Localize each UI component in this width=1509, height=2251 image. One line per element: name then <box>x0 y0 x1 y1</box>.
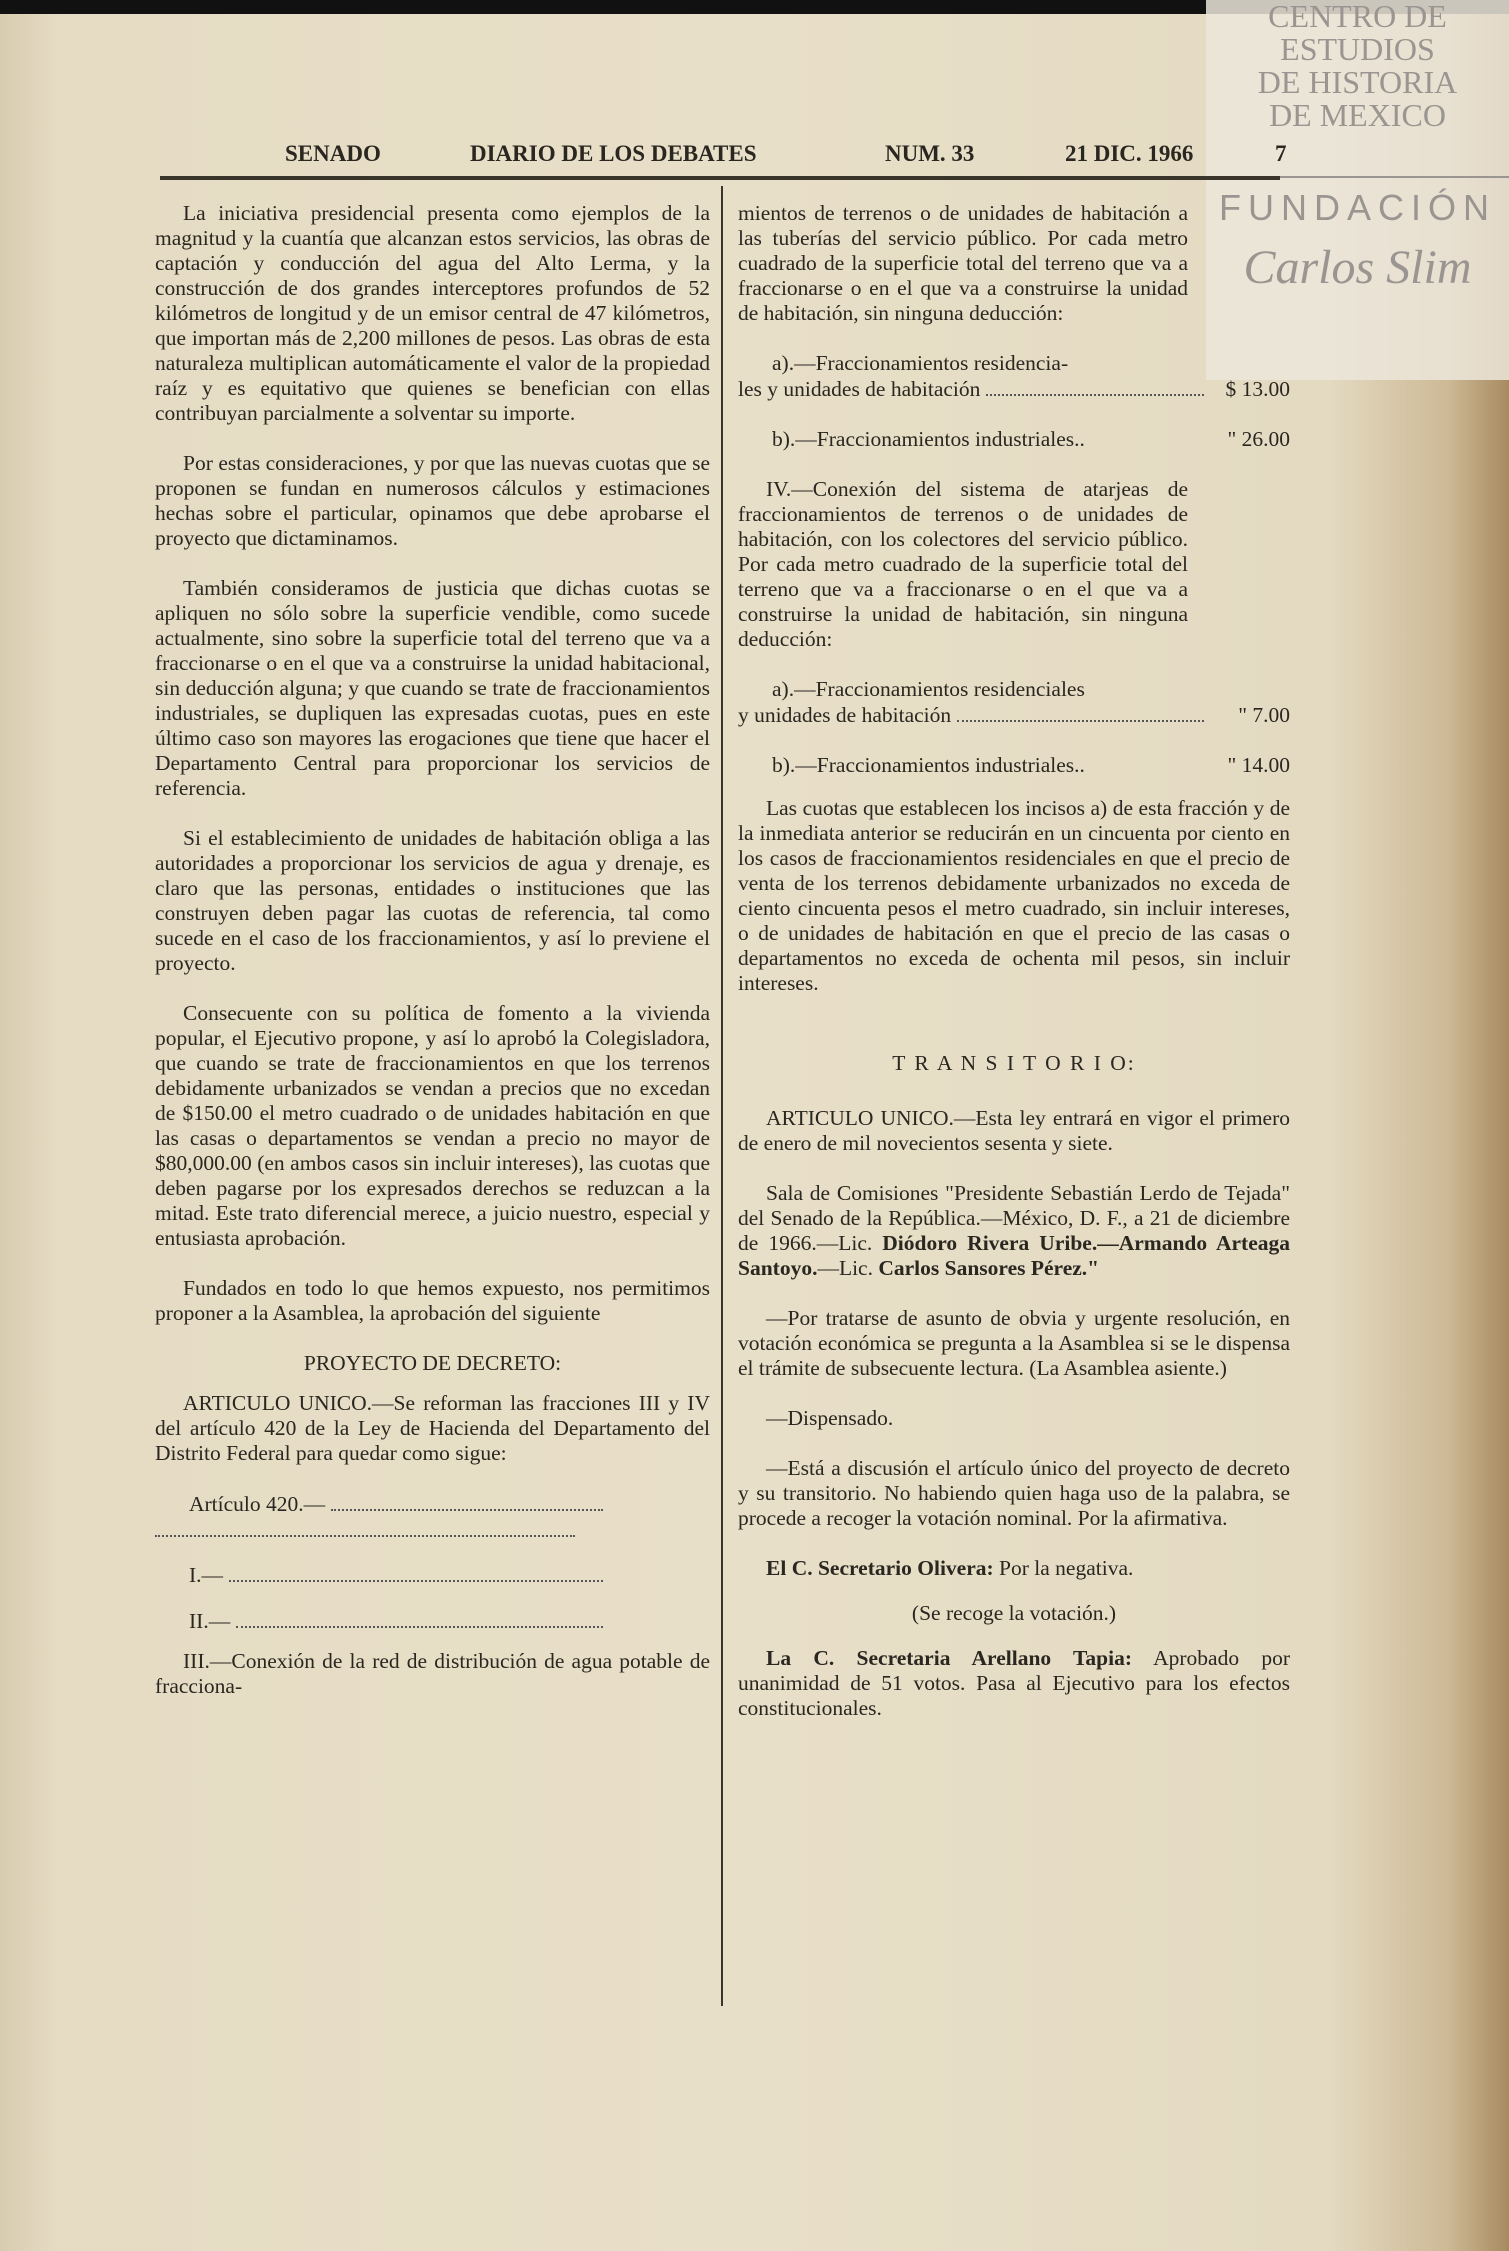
watermark-line: DE MEXICO <box>1269 97 1446 133</box>
signatures-paragraph: Sala de Comisiones "Presidente Sebastián Lerdo de Tejada" del Senado de la República.—México, D. F., a 21 de diciembre de 1966.—Lic. Diódoro Rivera Uribe.—Armando Arteaga Santoyo.—Lic. Carlos Sansores Pérez." <box>738 1181 1290 1280</box>
fee-row-a1: a).—Fraccionamientos residencia- les y unidades de habitación $ 13.00 <box>738 351 1290 401</box>
speaker-paragraph: La C. Secretaria Arellano Tapia: Aprobado por unanimidad de 51 votos. Pasa al Ejecutivo para los efectos constitucionales. <box>738 1646 1291 1720</box>
fee-row-a2: a).—Fraccionamientos residenciales y unidades de habitación " 7.00 <box>738 677 1290 727</box>
fraction-iv: IV.—Conexión del sistema de atarjeas de fraccionamientos de terrenos o de unidades de habitación, con los colectores del servicio público. Por cada metro cuadrado de la superficie total del terreno que va a fraccionarse o en el que va a construirse la unidad de habitación, sin ninguna deducción: <box>738 477 1188 651</box>
article-420-line: Artículo 420.— <box>155 1491 609 1517</box>
fee-row-b2: b).—Fraccionamientos industriales.. " 14.00 <box>772 753 1290 777</box>
left-paragraph: Fundados en todo lo que hemos expuesto, nos permitimos proponer a la Asamblea, la aprobación del siguiente <box>155 1276 710 1325</box>
column-divider <box>721 186 723 2006</box>
fraction-ii: II.— <box>155 1608 609 1634</box>
left-column <box>155 201 710 1699</box>
right-column <box>738 201 1290 1721</box>
running-header <box>285 141 1305 169</box>
header-title: DIARIO DE LOS DEBATES <box>470 141 757 166</box>
watermark-line: DE HISTORIA <box>1257 64 1458 100</box>
right-paragraph: —Dispensado. <box>766 1406 894 1430</box>
fraction-iii: III.—Conexión de la red de distribución de agua potable de fracciona- <box>155 1649 710 1698</box>
fraction-i: I.— <box>155 1562 609 1588</box>
watermark-foundation: FUNDACIÓN <box>1219 187 1496 228</box>
right-paragraph: mientos de terrenos o de unidades de habitación a las tuberías del servicio público. Por cada metro cuadrado de la superficie total del terreno que va a fraccionarse o en el que va a construirse la unidad de habitación, sin ninguna deducción: <box>738 201 1188 325</box>
header-number: NUM. 33 <box>885 141 975 166</box>
speaker-paragraph: El C. Secretario Olivera: Por la negativa. <box>766 1556 1134 1580</box>
dotted-line <box>155 1517 575 1542</box>
right-paragraph: ARTICULO UNICO.—Esta ley entrará en vigor el primero de enero de mil novecientos sesenta y siete. <box>738 1106 1290 1155</box>
watermark-line: CENTRO DE <box>1268 0 1447 34</box>
header-section: SENADO <box>285 141 381 166</box>
left-paragraph: También consideramos de justicia que dichas cuotas se apliquen no sólo sobre la superficie vendible, como sucede actualmente, sino sobre la superficie total del terreno que va a fraccionarse o en el que va a construirse la unidad habitacional, sin deducción alguna; y que cuando se trate de fraccionamientos industriales, se dupliquen las expresadas cuotas, pues en este último caso son mayores las erogaciones que tiene que hacer el Departamento Central para proporcionar los servicios de referencia. <box>155 576 710 800</box>
right-paragraph: Las cuotas que establecen los incisos a) de esta fracción y de la inmediata anterior se reducirán en un cincuenta por ciento en los casos de fraccionamientos residenciales en que el precio de venta de los terrenos debidamente urbanizados no exceda de ciento cincuenta pesos el metro cuadrado, sin incluir intereses, o de unidades de habitación en que el precio de las casas o departamentos no exceda de ochenta mil pesos, sin incluir intereses. <box>738 796 1290 995</box>
watermark-line: ESTUDIOS <box>1280 31 1435 67</box>
header-rule <box>160 176 1280 180</box>
page-number: 7 <box>1275 141 1287 166</box>
left-paragraph: Si el establecimiento de unidades de habitación obliga a las autoridades a proporcionar los servicios de agua y drenaje, es claro que las personas, entidades o instituciones que las construyen deben pagar las cuotas de referencia, tal como sucede en el caso de los fraccionamientos, y así lo previene el proyecto. <box>155 826 710 975</box>
right-paragraph: (Se recoge la votación.) <box>911 1601 1117 1625</box>
decree-heading: PROYECTO DE DECRETO: <box>303 1351 562 1375</box>
right-paragraph: —Está a discusión el artículo único del proyecto de decreto y su transitorio. No habiendo quien haga uso de la palabra, se procede a recoger la votación nominal. Por la afirmativa. <box>738 1456 1290 1530</box>
watermark-signature: Carlos Slim <box>1243 241 1472 294</box>
header-date: 21 DIC. 1966 <box>1065 141 1194 166</box>
left-paragraph: Por estas consideraciones, y por que las nuevas cuotas que se proponen se fundan en numerosos cálculos y estimaciones hechas sobre el particular, opinamos que debe aprobarse el proyecto que dictaminamos. <box>155 451 710 550</box>
left-paragraph: Consecuente con su política de fomento a la vivienda popular, el Ejecutivo propone, y así lo aprobó la Colegisladora, que cuando se trate de fraccionamientos en que los terrenos debidamente urbanizados se vendan a precios que no excedan de $150.00 el metro cuadrado o de unidades habitación en que las casas o departamentos se vendan a precio no mayor de $80,000.00 (en ambos casos sin incluir intereses), las cuotas que deben pagarse por los expresados derechos se reduzcan a la mitad. Este trato diferencial merece, a juicio nuestro, especial y entusiasta aprobación. <box>155 1001 710 1250</box>
fee-row-b1: b).—Fraccionamientos industriales.. " 26.00 <box>772 427 1290 451</box>
transitorio-heading: T R A N S I T O R I O: <box>892 1051 1136 1075</box>
right-paragraph: —Por tratarse de asunto de obvia y urgente resolución, en votación económica se pregunta a la Asamblea si se le dispensa el trámite de subsecuente lectura. (La Asamblea asiente.) <box>738 1306 1290 1380</box>
left-paragraph: La iniciativa presidencial presenta como ejemplos de la magnitud y la cuantía que alcanzan estos servicios, las obras de captación y conducción del agua del Alto Lerma, y la construcción de dos grandes interceptores profundos de 52 kilómetros de longitud y de un emisor central de 47 kilómetros, que importan más de 2,200 millones de pesos. Las obras de esta naturaleza multiplican automáticamente el valor de la propiedad raíz y es equitativo que quienes se benefician con ellas contribuyan parcialmente a solventar su importe. <box>155 201 710 425</box>
left-paragraph: ARTICULO UNICO.—Se reforman las fracciones III y IV del artículo 420 de la Ley de Hacienda del Departamento del Distrito Federal para quedar como sigue: <box>155 1391 710 1465</box>
